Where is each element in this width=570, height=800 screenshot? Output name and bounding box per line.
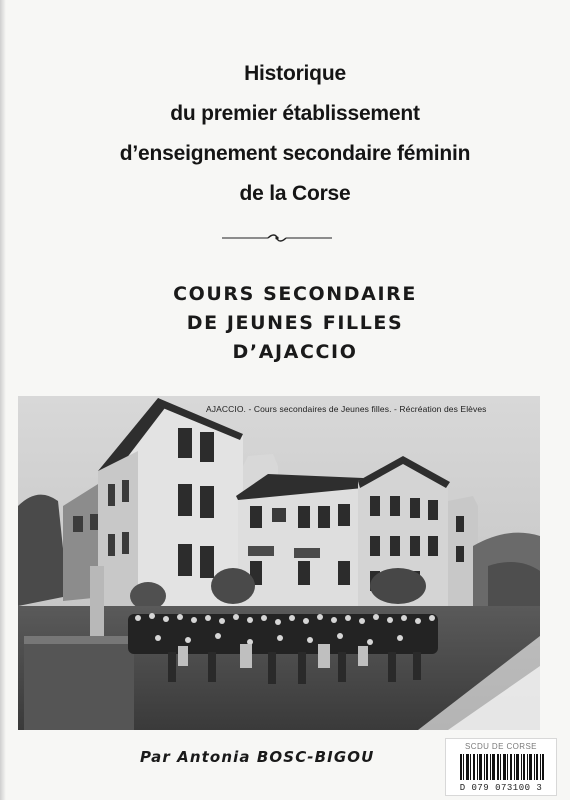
historic-photo <box>18 396 540 730</box>
title-line-3: d’enseignement secondaire féminin <box>119 142 471 165</box>
title-line-1: Historique <box>244 62 346 85</box>
cover-title <box>40 54 550 214</box>
title-line-2: du premier établissement <box>170 102 420 125</box>
subtitle-line-2: DE JEUNES FILLES <box>186 312 404 334</box>
barcode-number: D 079 073100 3 <box>459 783 543 793</box>
ornament-divider <box>222 232 332 244</box>
scan-edge <box>0 0 6 800</box>
photo-illustration <box>18 396 540 730</box>
subtitle-line-3: D’AJACCIO <box>232 341 358 363</box>
library-name: SCDU DE CORSE <box>465 742 537 751</box>
photo-caption: AJACCIO. - Cours secondaires de Jeunes filles. - Récréation des Elèves <box>206 404 487 414</box>
library-barcode-label <box>445 738 557 796</box>
barcode-icon <box>460 754 544 780</box>
subtitle-line-1: COURS SECONDAIRE <box>173 283 417 305</box>
author-line: Par Antonia BOSC-BIGOU <box>140 748 375 766</box>
cover-subtitle <box>30 280 560 367</box>
title-line-4: de la Corse <box>239 182 351 205</box>
